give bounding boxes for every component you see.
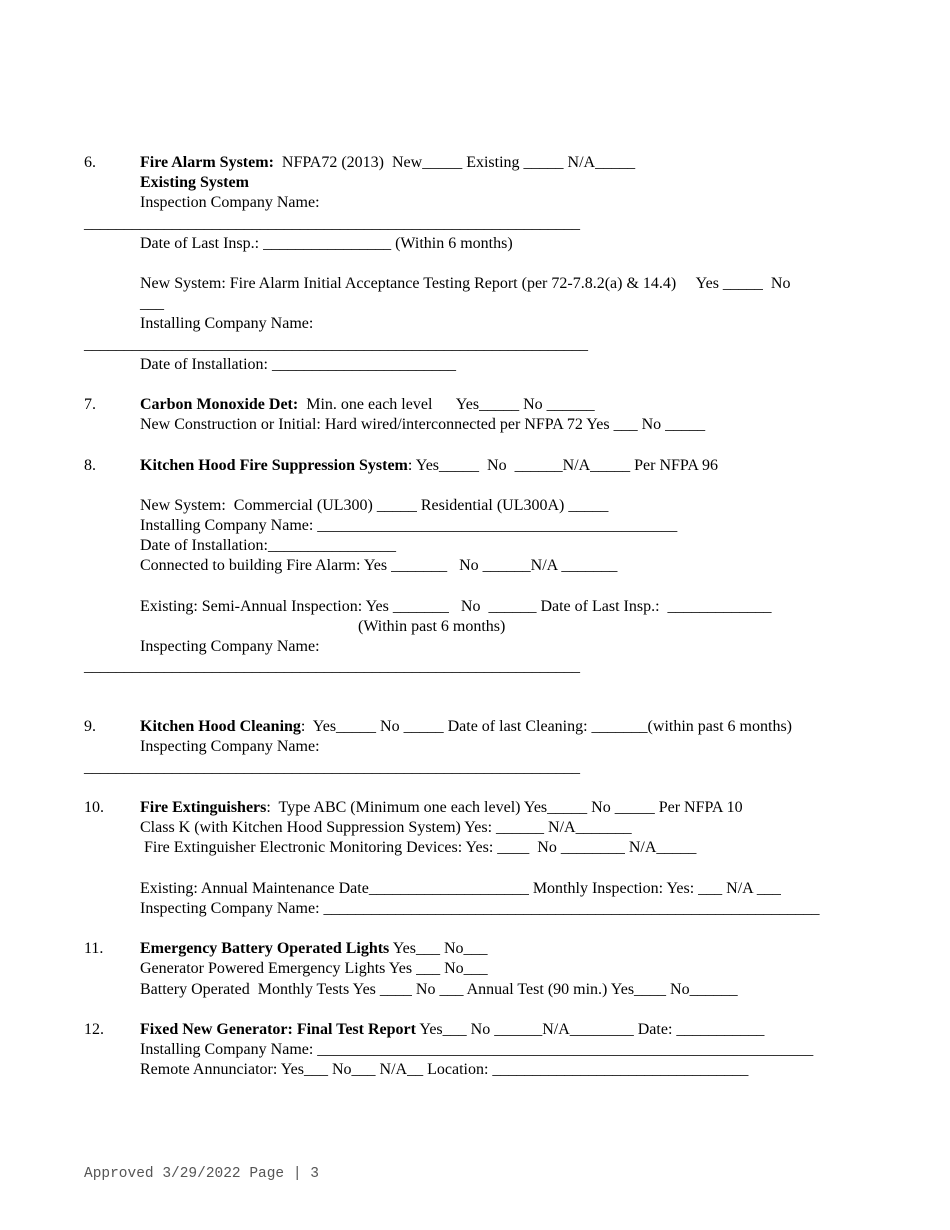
inspection-company-line: ______________________________________________________________ (84, 215, 580, 232)
section-8-heading (140, 456, 718, 476)
section-11-heading (140, 939, 488, 959)
hood-within-6-months: (Within past 6 months) (358, 618, 506, 635)
section-10-number: 10. (84, 799, 104, 816)
section-11-number: 11. (84, 940, 104, 957)
remote-annunciator: Remote Annunciator: Yes___ No___ N/A__ Location: ________________________________ (140, 1061, 749, 1078)
installing-company-label: Installing Company Name: (140, 315, 314, 332)
new-system-acceptance-cont: ___ (140, 295, 164, 312)
section-8-number: 8. (84, 457, 96, 474)
section-10-title-fields: : Type ABC (Minimum one each level) Yes_____ No _____ Per NFPA 10 (266, 799, 743, 816)
date-last-inspection: Date of Last Insp.: ________________ (Within 6 months) (140, 235, 513, 252)
section-7-title: Carbon Monoxide Det: (140, 396, 299, 413)
section-10-title: Fire Extinguishers (140, 799, 267, 816)
section-12-title: Fixed New Generator: Final Test Report (140, 1021, 416, 1038)
inspection-company-label: Inspection Company Name: (140, 194, 320, 211)
hood-installing-company: Installing Company Name: _____________________________________________ (140, 517, 678, 534)
generator-emergency-lights: Generator Powered Emergency Lights Yes ___ No___ (140, 960, 488, 977)
installing-company-line: _______________________________________________________________ (84, 336, 588, 353)
battery-monthly-tests: Battery Operated Monthly Tests Yes ____ No ___ Annual Test (90 min.) Yes____ No______ (140, 981, 738, 998)
section-9-title-fields: : Yes_____ No _____ Date of last Cleaning: _______(within past 6 months) (300, 718, 792, 735)
section-11-title-fields: Yes___ No___ (389, 940, 488, 957)
extinguisher-inspecting-company: Inspecting Company Name: ______________________________________________________________ (140, 900, 820, 917)
section-8-title: Kitchen Hood Fire Suppression System (140, 457, 408, 474)
section-6-title-fields: NFPA72 (2013) New_____ Existing _____ N/A_____ (273, 154, 636, 171)
extinguisher-existing-maintenance: Existing: Annual Maintenance Date____________________ Monthly Inspection: Yes: ___ N/A ___ (140, 880, 781, 897)
extinguisher-monitoring: Fire Extinguisher Electronic Monitoring Devices: Yes: ____ No ________ N/A_____ (140, 839, 697, 856)
hood-existing-inspection: Existing: Semi-Annual Inspection: Yes _______ No ______ Date of Last Insp.: _____________ (140, 598, 772, 615)
extinguisher-class-k: Class K (with Kitchen Hood Suppression System) Yes: ______ N/A_______ (140, 819, 632, 836)
hood-connected-fire-alarm: Connected to building Fire Alarm: Yes _______ No ______N/A _______ (140, 557, 618, 574)
section-12-number: 12. (84, 1021, 104, 1038)
cleaning-inspecting-company-label: Inspecting Company Name: (140, 738, 320, 755)
section-7-title-fields: Min. one each level Yes_____ No ______ (298, 396, 595, 413)
section-10-heading (140, 798, 743, 818)
page-footer: Approved 3/29/2022 Page | 3 (84, 1166, 319, 1182)
new-system-acceptance-report: New System: Fire Alarm Initial Acceptance Testing Report (per 72-7.8.2(a) & 14.4) Yes _____ No (140, 275, 791, 292)
cleaning-inspecting-company-line: ______________________________________________________________ (84, 759, 580, 776)
generator-installing-company: Installing Company Name: ______________________________________________________________ (140, 1041, 814, 1058)
section-12-heading (140, 1020, 764, 1040)
section-6-heading (140, 153, 635, 173)
section-7-heading (140, 395, 595, 415)
section-9-title: Kitchen Hood Cleaning (140, 718, 301, 735)
hood-inspecting-company-line: ______________________________________________________________ (84, 658, 580, 675)
section-11-title: Emergency Battery Operated Lights (140, 940, 390, 957)
existing-system-label: Existing System (140, 174, 249, 191)
hood-new-system: New System: Commercial (UL300) _____ Residential (UL300A) _____ (140, 497, 609, 514)
section-6-title: Fire Alarm System: (140, 154, 274, 171)
co-new-construction: New Construction or Initial: Hard wired/interconnected per NFPA 72 Yes ___ No _____ (140, 416, 706, 433)
hood-inspecting-company-label: Inspecting Company Name: (140, 638, 320, 655)
hood-date-installation: Date of Installation:________________ (140, 537, 396, 554)
section-9-heading (140, 717, 792, 737)
date-installation: Date of Installation: _______________________ (140, 356, 456, 373)
section-8-title-fields: : Yes_____ No ______N/A_____ Per NFPA 96 (407, 457, 719, 474)
section-9-number: 9. (84, 718, 96, 735)
section-12-title-fields: Yes___ No ______N/A________ Date: ___________ (415, 1021, 765, 1038)
section-7-number: 7. (84, 396, 96, 413)
section-6-number: 6. (84, 154, 96, 171)
